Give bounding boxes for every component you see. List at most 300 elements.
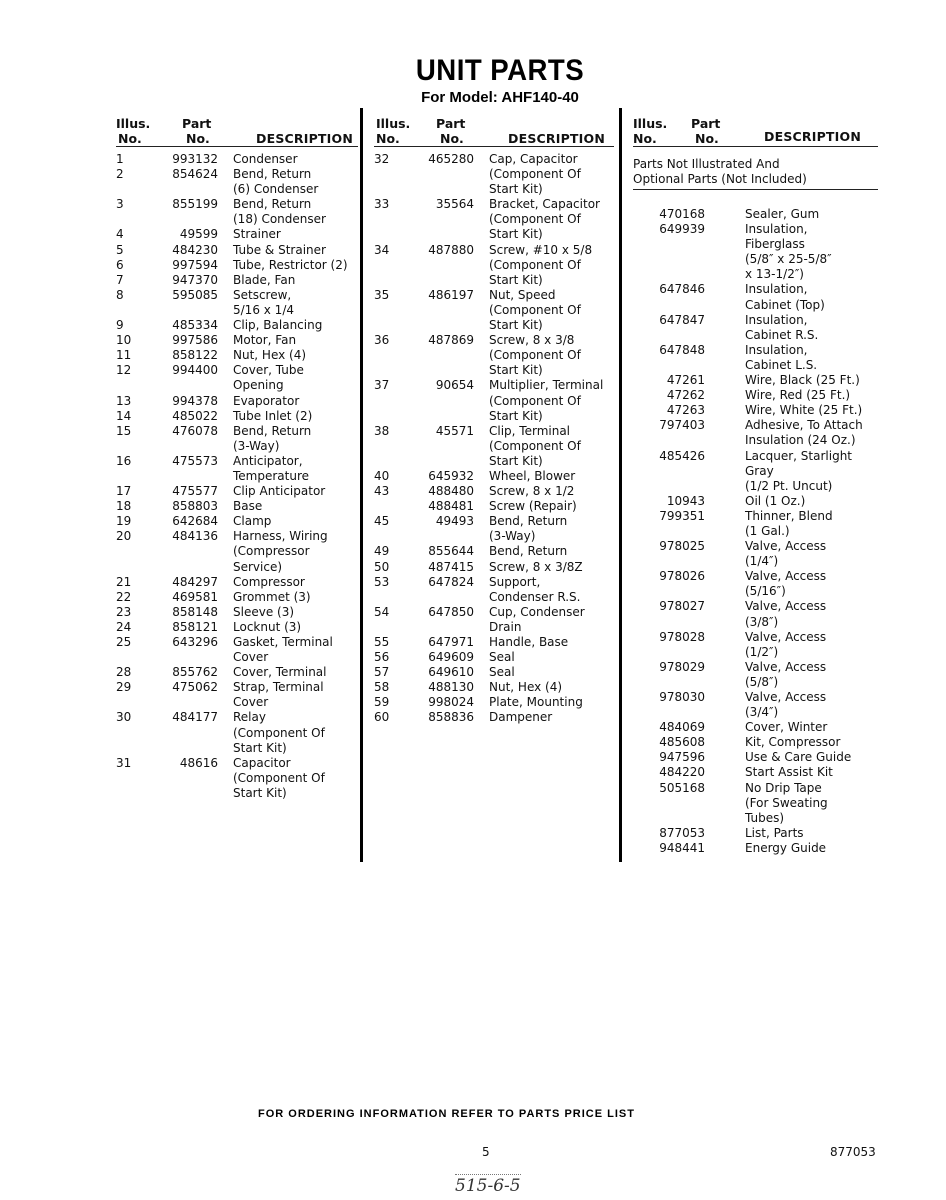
illustration-number: 35	[374, 287, 390, 302]
illustration-number: 10	[116, 333, 132, 348]
part-number: 649609	[428, 650, 474, 665]
parts-list	[116, 152, 358, 801]
parts-table-row	[633, 449, 878, 494]
part-description: Locknut (3)	[233, 619, 302, 634]
parts-table-row	[633, 841, 878, 856]
illustration-number: 40	[374, 468, 390, 483]
part-description: Kit, Compressor	[745, 735, 841, 750]
part-description: Cover, Terminal	[233, 665, 327, 680]
illustration-number: 13	[116, 393, 132, 408]
part-number: 948441	[659, 840, 705, 855]
illustration-number: 25	[116, 635, 132, 649]
parts-table-row	[116, 710, 358, 755]
illustration-number: 17	[116, 484, 132, 499]
part-number: 643296	[172, 635, 218, 649]
illustration-number: 4	[116, 227, 124, 242]
parts-table-row	[116, 227, 358, 242]
part-description: Condenser	[233, 152, 298, 166]
column-header	[116, 112, 358, 147]
parts-table-row	[374, 197, 614, 242]
illustration-number: 50	[374, 559, 390, 574]
part-number: 647971	[428, 635, 474, 649]
parts-table-row	[633, 750, 878, 765]
part-number: 649939	[659, 222, 705, 237]
part-number: 484177	[172, 710, 218, 725]
parts-table-row	[633, 569, 878, 599]
part-number: 45571	[435, 423, 474, 438]
parts-table-row	[116, 499, 358, 514]
parts-table-row	[633, 403, 878, 418]
header-illus-line1: Illus.	[633, 116, 668, 131]
illustration-number: 59	[374, 695, 390, 710]
part-number: 48616	[179, 755, 218, 770]
part-number: 595085	[172, 287, 218, 302]
part-number: 487869	[428, 333, 474, 348]
illustration-number: 15	[116, 423, 132, 438]
part-description: Setscrew, 5/16 x 1/4	[233, 287, 294, 317]
part-description: Screw, 8 x 1/2	[489, 484, 575, 499]
parts-table-row	[374, 152, 614, 197]
part-number: 485334	[172, 318, 218, 333]
parts-table-row	[116, 620, 358, 635]
parts-table-row	[374, 680, 614, 695]
illustration-number: 24	[116, 619, 132, 634]
part-description: Relay (Component Of Start Kit)	[233, 710, 325, 755]
part-description: Screw (Repair)	[489, 499, 577, 514]
document-number: 877053	[830, 1145, 876, 1159]
parts-column-2	[374, 112, 614, 726]
part-description: Adhesive, To Attach Insulation (24 Oz.)	[745, 418, 863, 448]
parts-list	[633, 207, 878, 856]
parts-table-row	[633, 313, 878, 343]
illustration-number: 34	[374, 242, 390, 257]
part-description: Dampener	[489, 710, 553, 725]
illustration-number: 7	[116, 272, 124, 287]
part-description: Insulation, Cabinet R.S.	[745, 312, 819, 342]
page-number: 5	[482, 1145, 490, 1159]
illustration-number: 22	[116, 589, 132, 604]
part-description: No Drip Tape (For Sweating Tubes)	[745, 780, 828, 825]
header-description: DESCRIPTION	[508, 131, 605, 146]
parts-table-row	[374, 484, 614, 499]
parts-table-row	[116, 273, 358, 288]
parts-table-row	[633, 765, 878, 780]
column-header	[374, 112, 614, 147]
part-description: Blade, Fan	[233, 272, 296, 287]
parts-table-row	[116, 348, 358, 363]
part-description: Strainer	[233, 227, 281, 242]
parts-table-row	[116, 318, 358, 333]
part-number: 35564	[435, 197, 474, 212]
parts-column-1	[116, 112, 358, 801]
illustration-number: 31	[116, 755, 132, 770]
part-description: Wire, Black (25 Ft.)	[745, 373, 860, 388]
header-illus-line2: No.	[633, 131, 657, 146]
column-header	[633, 112, 878, 147]
part-description: Lacquer, Starlight Gray (1/2 Pt. Uncut)	[745, 448, 853, 493]
parts-table-row	[116, 409, 358, 424]
header-illus-line2: No.	[118, 131, 142, 146]
parts-table-row	[633, 494, 878, 509]
part-description: Base	[233, 499, 263, 514]
illustration-number: 11	[116, 348, 132, 363]
part-number: 877053	[659, 825, 705, 840]
illustration-number: 14	[116, 408, 132, 423]
part-description: Wire, Red (25 Ft.)	[745, 388, 851, 403]
part-number: 49493	[435, 514, 474, 529]
part-number: 484220	[659, 765, 705, 780]
parts-table-row	[116, 605, 358, 620]
illustration-number: 54	[374, 604, 390, 619]
parts-table-row	[633, 826, 878, 841]
part-number: 978029	[659, 659, 705, 674]
parts-table-row	[633, 207, 878, 222]
part-number: 642684	[172, 514, 218, 529]
parts-table-row	[116, 258, 358, 273]
header-part-line1: Part	[182, 116, 212, 131]
parts-table-row	[116, 333, 358, 348]
parts-table-row	[633, 599, 878, 629]
part-description: Nut, Speed (Component Of Start Kit)	[489, 287, 581, 333]
illustration-number: 9	[116, 318, 124, 333]
part-number: 858836	[428, 710, 474, 725]
parts-table-row	[374, 605, 614, 635]
handwritten-annotation: 515-6-5	[455, 1176, 521, 1196]
part-number: 978027	[659, 599, 705, 614]
part-number: 485022	[172, 408, 218, 423]
part-description: Tube & Strainer	[233, 242, 326, 257]
illustration-number: 30	[116, 710, 132, 725]
part-description: Screw, 8 x 3/8 (Component Of Start Kit)	[489, 333, 581, 378]
part-number: 858803	[172, 499, 218, 514]
part-description: Anticipator, Temperature	[233, 453, 310, 483]
part-number: 947596	[659, 750, 705, 765]
illustration-number: 33	[374, 197, 390, 212]
part-number: 476078	[172, 423, 218, 438]
part-description: Nut, Hex (4)	[489, 680, 563, 695]
illustration-number: 19	[116, 514, 132, 529]
part-description: Bend, Return (6) Condenser	[233, 167, 319, 197]
part-description: Strap, Terminal Cover	[233, 680, 324, 710]
part-description: Valve, Access (5/8″)	[745, 659, 827, 689]
section-note-not-illustrated: Parts Not Illustrated And Optional Parts (Not Included)	[633, 153, 878, 190]
part-number: 49599	[179, 227, 218, 242]
part-description: Grommet (3)	[233, 589, 311, 604]
illustration-number: 2	[116, 167, 124, 182]
parts-table-row	[116, 635, 358, 665]
part-description: Cover, Winter	[745, 720, 828, 735]
part-description: Plate, Mounting	[489, 695, 583, 710]
part-number: 505168	[659, 780, 705, 795]
part-description: Seal	[489, 665, 515, 680]
part-description: Valve, Access (3/4″)	[745, 690, 827, 720]
part-number: 647824	[428, 574, 474, 589]
parts-table-row	[633, 373, 878, 388]
page-title: UNIT PARTS	[415, 54, 585, 87]
parts-table-row	[374, 575, 614, 605]
illustration-number: 38	[374, 423, 390, 438]
part-description: Valve, Access (1/4″)	[745, 539, 827, 569]
parts-table-row	[633, 781, 878, 826]
parts-table-row	[633, 539, 878, 569]
part-number: 645932	[428, 468, 474, 483]
header-part-line2: No.	[440, 131, 464, 146]
part-number: 799351	[659, 508, 705, 523]
header-description: DESCRIPTION	[256, 131, 353, 146]
illustration-number: 5	[116, 242, 124, 257]
part-description: Insulation, Cabinet (Top)	[745, 282, 825, 312]
part-description: Wheel, Blower	[489, 468, 576, 483]
part-description: Use & Care Guide	[745, 750, 852, 765]
part-description: Insulation, Cabinet L.S.	[745, 342, 818, 372]
parts-table-row	[633, 660, 878, 690]
part-number: 647846	[659, 282, 705, 297]
illustration-number: 28	[116, 665, 132, 680]
illustration-number: 29	[116, 680, 132, 695]
parts-table-row	[374, 243, 614, 288]
parts-table-row	[116, 529, 358, 574]
part-number: 947370	[172, 272, 218, 287]
part-description: Clamp	[233, 514, 272, 529]
illustration-number: 6	[116, 257, 124, 272]
part-number: 858122	[172, 348, 218, 363]
parts-table-row	[116, 454, 358, 484]
part-description: Cover, Tube Opening	[233, 363, 304, 393]
part-description: Start Assist Kit	[745, 765, 833, 780]
column-divider-2	[619, 108, 622, 862]
illustration-number: 53	[374, 574, 390, 589]
illustration-number: 1	[116, 152, 124, 166]
part-description: Screw, 8 x 3/8Z	[489, 559, 583, 574]
header-part-line1: Part	[436, 116, 466, 131]
part-description: Clip Anticipator	[233, 484, 326, 499]
ordering-information-note: FOR ORDERING INFORMATION REFER TO PARTS PRICE LIST	[258, 1108, 635, 1120]
part-description: Support, Condenser R.S.	[489, 574, 581, 604]
parts-table-row	[374, 635, 614, 650]
parts-table-row	[116, 394, 358, 409]
header-part-line2: No.	[186, 131, 210, 146]
column-divider-1	[360, 108, 363, 862]
part-description: Nut, Hex (4)	[233, 348, 307, 363]
illustration-number: 45	[374, 514, 390, 529]
parts-table-row	[374, 544, 614, 559]
part-number: 485608	[659, 735, 705, 750]
part-number: 484230	[172, 242, 218, 257]
part-number: 484069	[659, 720, 705, 735]
part-number: 855199	[172, 197, 218, 212]
parts-table-row	[633, 418, 878, 448]
illustration-number: 12	[116, 363, 132, 378]
illustration-number: 16	[116, 453, 132, 468]
parts-table-row	[374, 378, 614, 423]
part-description: Energy Guide	[745, 840, 827, 855]
part-description: List, Parts	[745, 825, 804, 840]
part-number: 465280	[428, 152, 474, 166]
part-number: 993132	[172, 152, 218, 166]
part-number: 855762	[172, 665, 218, 680]
part-description: Evaporator	[233, 393, 300, 408]
part-description: Bend, Return (18) Condenser	[233, 197, 326, 227]
parts-table-row	[374, 424, 614, 469]
parts-table-row	[374, 665, 614, 680]
part-number: 994378	[172, 393, 218, 408]
part-number: 475062	[172, 680, 218, 695]
part-description: Valve, Access (1/2″)	[745, 629, 827, 659]
parts-table-row	[374, 288, 614, 333]
header-illus-line1: Illus.	[116, 116, 151, 131]
part-number: 647847	[659, 312, 705, 327]
parts-table-row	[633, 388, 878, 403]
parts-table-row	[374, 469, 614, 484]
part-description: Bend, Return (3-Way)	[489, 514, 568, 544]
part-number: 484297	[172, 574, 218, 589]
part-number: 488480	[428, 484, 474, 499]
part-number: 485426	[659, 448, 705, 463]
parts-table-row	[116, 680, 358, 710]
parts-table-row	[374, 695, 614, 710]
part-number: 487880	[428, 242, 474, 257]
parts-table-row	[374, 710, 614, 725]
part-description: Bend, Return (3-Way)	[233, 423, 312, 453]
header-illus-line1: Illus.	[376, 116, 411, 131]
part-description: Clip, Balancing	[233, 318, 323, 333]
part-description: Motor, Fan	[233, 333, 297, 348]
illustration-number: 58	[374, 680, 390, 695]
part-number: 647848	[659, 342, 705, 357]
illustration-number: 36	[374, 333, 390, 348]
part-number: 978028	[659, 629, 705, 644]
illustration-number: 60	[374, 710, 390, 725]
part-number: 488130	[428, 680, 474, 695]
parts-table-row	[633, 343, 878, 373]
parts-table-row	[374, 333, 614, 378]
part-description: Thinner, Blend (1 Gal.)	[745, 508, 833, 538]
parts-table-row	[633, 690, 878, 720]
part-number: 978030	[659, 690, 705, 704]
illustration-number: 23	[116, 604, 132, 619]
parts-table-row	[633, 282, 878, 312]
parts-table-row	[116, 590, 358, 605]
illustration-number: 37	[374, 378, 390, 393]
part-number: 978025	[659, 539, 705, 554]
part-number: 997586	[172, 333, 218, 348]
parts-table-row	[374, 560, 614, 575]
part-description: Handle, Base	[489, 635, 569, 649]
parts-table-row	[116, 484, 358, 499]
part-number: 475577	[172, 484, 218, 499]
part-number: 649610	[428, 665, 474, 680]
parts-table-row	[116, 288, 358, 318]
part-number: 487415	[428, 559, 474, 574]
parts-table-row	[374, 650, 614, 665]
part-description: Cup, Condenser Drain	[489, 604, 585, 634]
illustration-number: 20	[116, 529, 132, 544]
part-number: 488481	[428, 499, 474, 514]
parts-table-row	[116, 167, 358, 197]
header-description: DESCRIPTION	[764, 129, 861, 144]
part-number: 90654	[435, 378, 474, 393]
parts-table-row	[116, 152, 358, 167]
parts-table-row	[116, 665, 358, 680]
parts-table-row	[116, 756, 358, 801]
part-number: 486197	[428, 287, 474, 302]
illustration-number: 21	[116, 574, 132, 589]
illustration-number: 55	[374, 635, 390, 649]
header-part-line2: No.	[695, 131, 719, 146]
model-subtitle: For Model: AHF140-40	[421, 89, 579, 106]
header-illus-line2: No.	[376, 131, 400, 146]
part-description: Valve, Access (3/8″)	[745, 599, 827, 629]
part-number: 475573	[172, 453, 218, 468]
parts-table-row	[633, 509, 878, 539]
part-number: 484136	[172, 529, 218, 544]
part-description: Multiplier, Terminal (Component Of Start Kit)	[489, 378, 604, 423]
illustration-number: 49	[374, 544, 390, 559]
part-description: Capacitor (Component Of Start Kit)	[233, 755, 325, 800]
part-description: Compressor	[233, 574, 305, 589]
parts-table-row	[116, 243, 358, 258]
part-number: 994400	[172, 363, 218, 378]
illustration-number: 8	[116, 287, 124, 302]
parts-table-row	[116, 424, 358, 454]
part-number: 647850	[428, 604, 474, 619]
part-description: Tube, Restrictor (2)	[233, 257, 348, 272]
parts-column-3	[633, 112, 878, 856]
part-number: 10943	[666, 493, 705, 508]
part-number: 469581	[172, 589, 218, 604]
part-number: 998024	[428, 695, 474, 710]
parts-table-row	[633, 720, 878, 735]
part-description: Screw, #10 x 5/8 (Component Of Start Kit)	[489, 242, 593, 287]
parts-table-row	[116, 197, 358, 227]
part-description: Bend, Return	[489, 544, 568, 559]
part-number: 854624	[172, 167, 218, 182]
parts-list	[374, 152, 614, 726]
part-description: Clip, Terminal (Component Of Start Kit)	[489, 423, 581, 468]
part-description: Cap, Capacitor (Component Of Start Kit)	[489, 152, 581, 197]
part-description: Oil (1 Oz.)	[745, 493, 806, 508]
part-description: Bracket, Capacitor (Component Of Start Kit)	[489, 197, 600, 242]
parts-table-row	[116, 363, 358, 393]
parts-table-row	[116, 575, 358, 590]
parts-table-row	[374, 514, 614, 544]
part-description: Sleeve (3)	[233, 604, 295, 619]
part-description: Tube Inlet (2)	[233, 408, 313, 423]
part-description: Harness, Wiring (Compressor Service)	[233, 529, 328, 574]
part-number: 47262	[666, 388, 705, 403]
part-number: 797403	[659, 418, 705, 433]
parts-table-row	[633, 630, 878, 660]
part-number: 858148	[172, 604, 218, 619]
parts-table-row	[633, 222, 878, 282]
part-number: 858121	[172, 619, 218, 634]
illustration-number: 43	[374, 484, 390, 499]
illustration-number: 57	[374, 665, 390, 680]
parts-table-row	[374, 499, 614, 514]
header-part-line1: Part	[691, 116, 721, 131]
illustration-number: 32	[374, 152, 390, 166]
part-number: 978026	[659, 569, 705, 584]
part-number: 47261	[666, 373, 705, 388]
part-description: Wire, White (25 Ft.)	[745, 403, 863, 418]
illustration-number: 56	[374, 650, 390, 665]
part-number: 47263	[666, 403, 705, 418]
part-number: 855644	[428, 544, 474, 559]
part-description: Insulation, Fiberglass (5/8″ x 25-5/8″ x 13-1/2″)	[745, 222, 832, 282]
part-description: Seal	[489, 650, 515, 665]
parts-table-row	[116, 514, 358, 529]
illustration-number: 18	[116, 499, 132, 514]
